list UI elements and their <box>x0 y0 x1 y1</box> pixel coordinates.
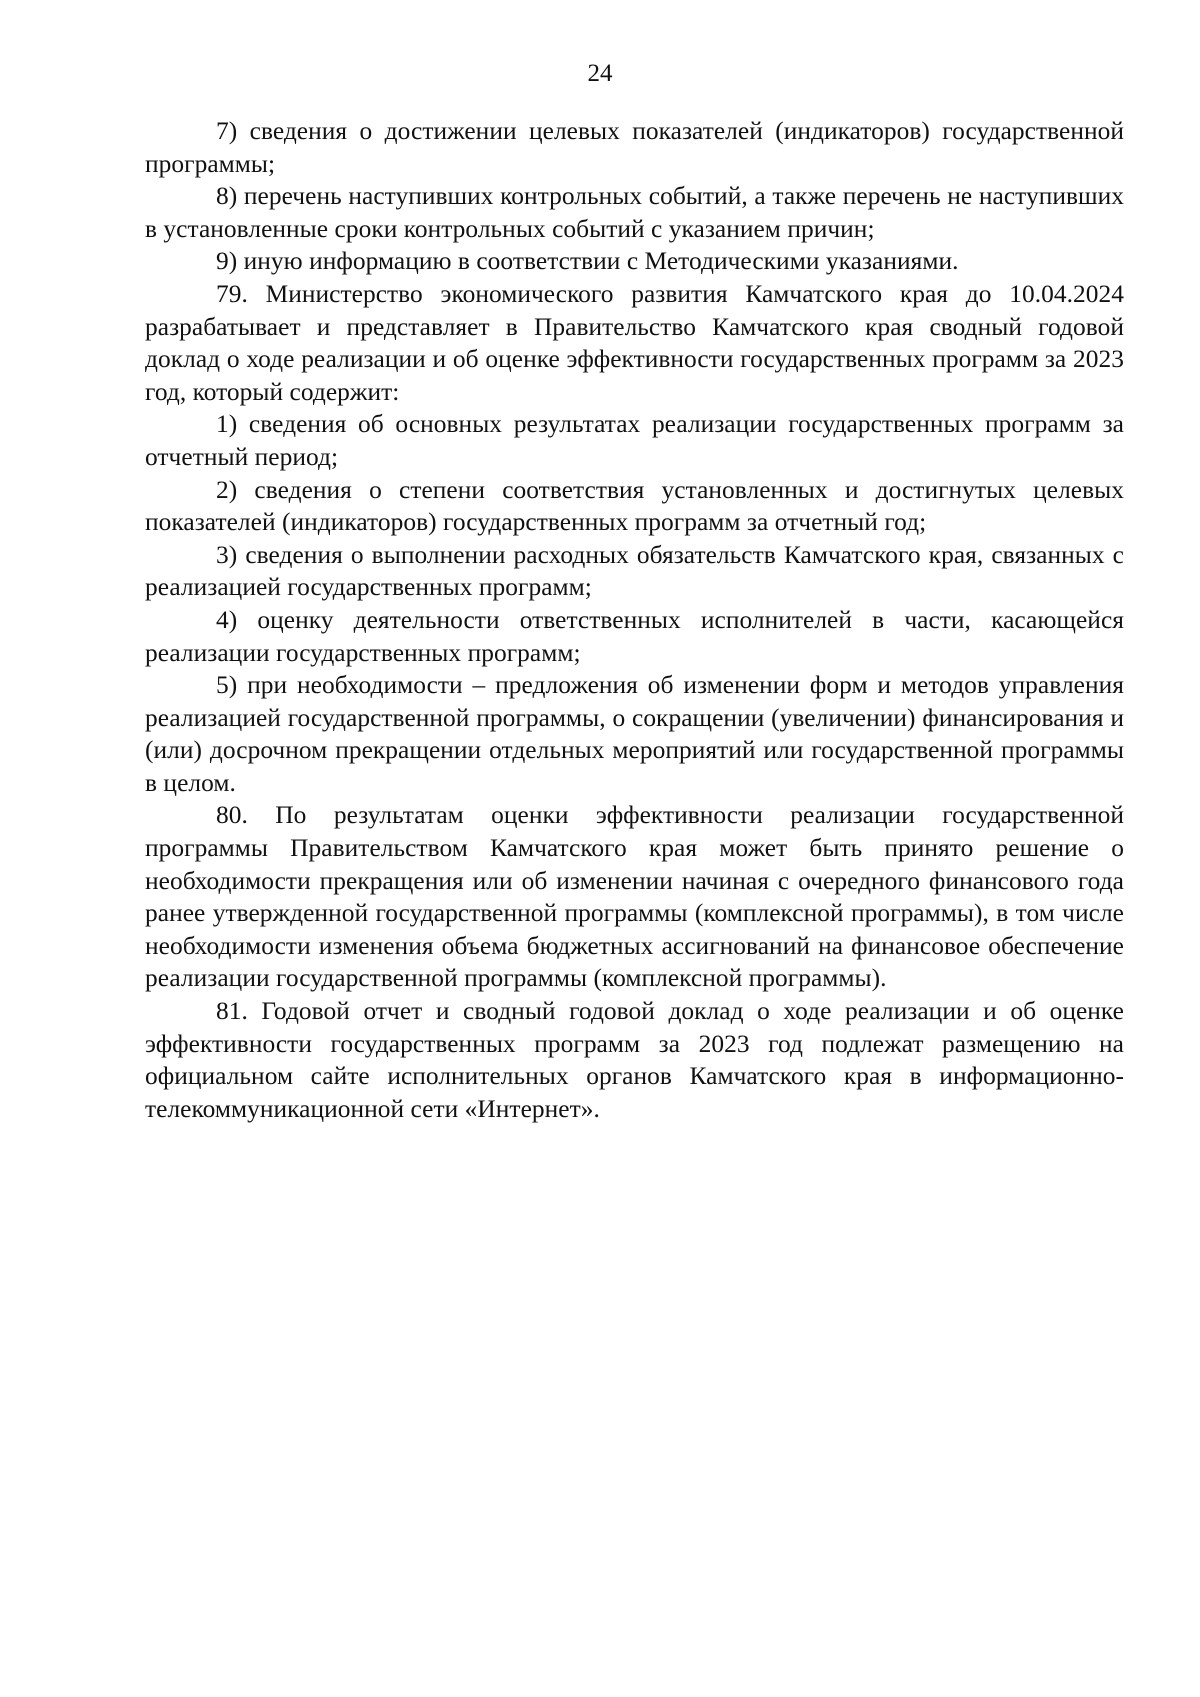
paragraph-79-item-1: 1) сведения об основных результатах реализации государственных программ за отчетный период; <box>145 410 1124 471</box>
paragraph-item-9: 9) иную информацию в соответствии с Методическими указаниями. <box>216 247 959 276</box>
paragraph-79-item-2: 2) сведения о степени соответствия установленных и достигнутых целевых показателей (индикаторов) государственных программ за отчетный год; <box>145 475 1124 537</box>
paragraph-79-item-4: 4) оценку деятельности ответственных исполнителей в части, касающейся реализации государственных программ; <box>145 605 1124 667</box>
paragraph-item-8: 8) перечень наступивших контрольных событий, а также перечень не наступивших в установленные сроки контрольных событий с указанием причин; <box>145 182 1124 243</box>
document-body <box>145 115 1124 1125</box>
paragraph-79-item-5: 5) при необходимости – предложения об изменении форм и методов управления реализацией государственной программы, о сокращении (увеличении) финансирования и (или) досрочном прекращении отдельных мероприятий или государственной программы в целом. <box>145 671 1124 797</box>
paragraph-81: 81. Годовой отчет и сводный годовой доклад о ходе реализации и об оценке эффективности государственных программ за 2023 год подлежат размещению на официальном сайте исполнительных органов Камчатского края в информационно-телекоммуникационной сети «Интернет». <box>145 997 1124 1123</box>
paragraph-item-7: 7) сведения о достижении целевых показателей (индикаторов) государственной программы; <box>145 117 1124 178</box>
paragraph-79: 79. Министерство экономического развития Камчатского края до 10.04.2024 разрабатывает и представляет в Правительство Камчатского края сводный годовой доклад о ходе реализации и об оценке эффективности государственных программ за 2023 год, который содержит: <box>145 279 1124 406</box>
page-number: 24 <box>587 60 613 87</box>
paragraph-79-item-3: 3) сведения о выполнении расходных обязательств Камчатского края, связанных с реализацией государственных программ; <box>145 540 1124 602</box>
paragraph-80: 80. По результатам оценки эффективности реализации государственной программы Правительством Камчатского края может быть принято решение о необходимости прекращения или об изменении начиная с очередного финансового года ранее утвержденной государственной программы (комплексной программы), в том числе необходимости изменения объема бюджетных ассигнований на финансовое обеспечение реализации государственной программы (комплексной программы). <box>145 801 1124 993</box>
